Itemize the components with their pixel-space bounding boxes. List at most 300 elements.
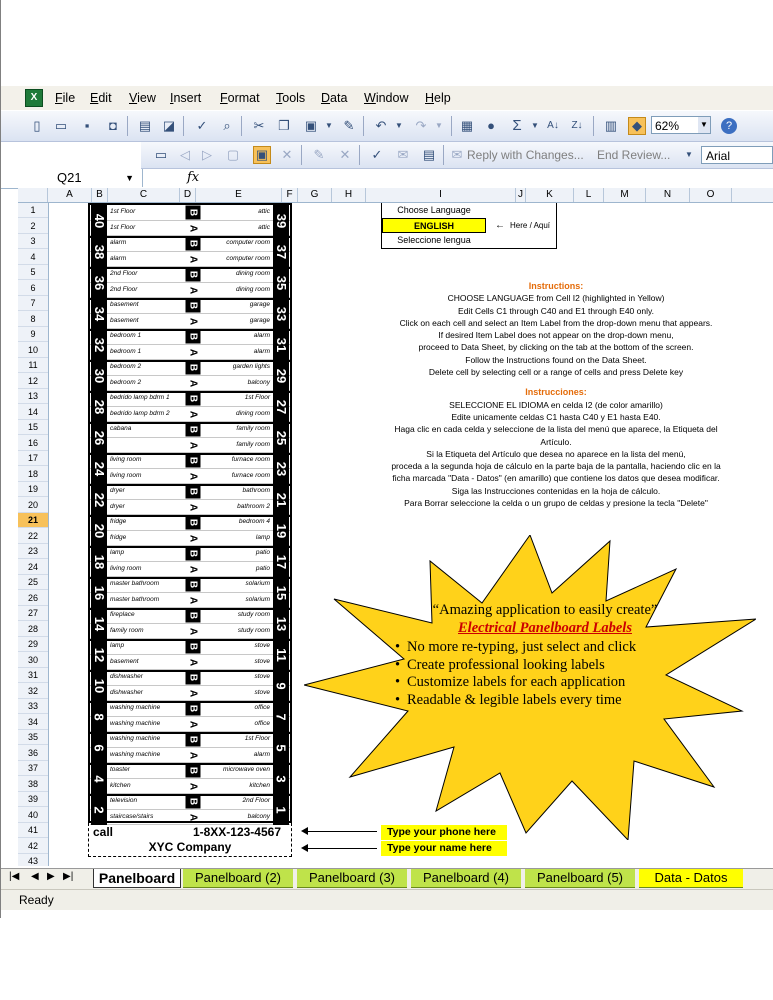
- column-header[interactable]: N: [646, 188, 690, 202]
- instruction-line-es: ficha marcada "Data - Datos" (en amarillo) que contiene los datos que desea modificar.: [392, 473, 720, 484]
- new-comment-icon[interactable]: ▭: [154, 147, 168, 162]
- promo-bullet: • No more re-typing, just select and click: [395, 639, 695, 657]
- column-header[interactable]: F: [282, 188, 298, 202]
- chevron-down-icon: ▼: [125, 173, 134, 183]
- circuit-label-right[interactable]: furnace room: [231, 471, 270, 479]
- panel-row: [90, 469, 290, 485]
- circuit-label-left[interactable]: master bathroom: [110, 595, 160, 603]
- column-header[interactable]: C: [108, 188, 180, 202]
- last-sheet-icon[interactable]: ▶|: [63, 871, 74, 882]
- circuit-number-left: [91, 329, 107, 360]
- circuit-label-left[interactable]: bedrido lamp bdrm 2: [110, 409, 170, 417]
- row-header[interactable]: 9: [18, 327, 48, 342]
- menu-data[interactable]: Data: [321, 91, 348, 105]
- circuit-label-right[interactable]: 1st Floor: [244, 735, 270, 742]
- undo-dropdown-icon[interactable]: ▼: [395, 121, 403, 130]
- circuit-label-left[interactable]: basement: [110, 657, 139, 665]
- language-select[interactable]: ENGLISH: [382, 218, 486, 233]
- tab-panelboard-2[interactable]: Panelboard (2): [183, 869, 293, 888]
- previous-comment-icon[interactable]: ◁: [180, 147, 190, 162]
- circuit-label-right[interactable]: attic: [258, 223, 270, 231]
- autosum-dropdown-icon[interactable]: ▼: [531, 121, 539, 130]
- panelboard-label-grid: [88, 203, 292, 823]
- row-header[interactable]: 43: [18, 854, 48, 869]
- panel-row: [90, 639, 290, 655]
- column-headers: [18, 188, 773, 203]
- column-header[interactable]: B: [92, 188, 108, 202]
- circuit-label-right[interactable]: patio: [255, 564, 270, 572]
- circuit-label-right[interactable]: microwave oven: [223, 766, 270, 773]
- circuit-label-left[interactable]: living room: [110, 564, 142, 572]
- track-changes-icon[interactable]: ✓: [371, 147, 383, 162]
- row-header[interactable]: 3: [18, 234, 48, 249]
- phase-letter: B: [186, 330, 201, 344]
- panelboard-footer: [88, 823, 292, 857]
- column-header[interactable]: M: [604, 188, 646, 202]
- row-header[interactable]: 32: [18, 684, 48, 699]
- circuit-label-right[interactable]: stove: [254, 657, 270, 665]
- circuit-label-left[interactable]: dryer: [110, 487, 125, 494]
- circuit-label-left[interactable]: toaster: [110, 766, 130, 773]
- circuit-label-right[interactable]: office: [254, 704, 270, 711]
- drawing-icon[interactable]: ◆: [628, 117, 646, 135]
- open-folder-icon[interactable]: ▭: [54, 118, 68, 133]
- menu-window[interactable]: Window: [364, 91, 409, 105]
- circuit-number-left: [91, 236, 107, 267]
- print-icon[interactable]: ▤: [138, 118, 152, 133]
- circuit-label-left[interactable]: 2nd Floor: [110, 270, 138, 277]
- circuit-label-left[interactable]: dryer: [110, 502, 125, 510]
- tab-panelboard-3[interactable]: Panelboard (3): [297, 869, 407, 888]
- column-header[interactable]: L: [574, 188, 604, 202]
- standard-toolbar: [1, 111, 773, 142]
- circuit-label-right[interactable]: stove: [254, 688, 270, 696]
- menu-file[interactable]: File: [55, 91, 76, 105]
- circuit-label-right[interactable]: bathroom 2: [237, 502, 270, 510]
- save-icon[interactable]: ▪: [84, 118, 90, 133]
- delete-ink-icon[interactable]: ✕: [339, 147, 351, 162]
- panel-row: [90, 763, 290, 779]
- row-header[interactable]: 31: [18, 668, 48, 683]
- row-header[interactable]: 39: [18, 792, 48, 807]
- circuit-label-right[interactable]: bathroom: [242, 487, 270, 494]
- circuit-label-left[interactable]: alarm: [110, 254, 127, 262]
- menu-insert[interactable]: Insert: [170, 91, 202, 105]
- paste-dropdown-icon[interactable]: ▼: [325, 121, 333, 130]
- panel-row: [90, 686, 290, 702]
- research-icon[interactable]: ⌕: [223, 118, 231, 133]
- circuit-label-right[interactable]: computer room: [226, 239, 270, 246]
- circuit-number-text: 8: [91, 712, 107, 721]
- circuit-number-left: [91, 639, 107, 670]
- row-header[interactable]: 5: [18, 265, 48, 280]
- font-select[interactable]: [701, 146, 773, 164]
- circuit-label-right[interactable]: alarm: [253, 347, 270, 355]
- menu-format[interactable]: Format: [220, 91, 260, 105]
- row-header[interactable]: 11: [18, 358, 48, 373]
- circuit-label-right[interactable]: dining room: [236, 285, 270, 293]
- circuit-label-right[interactable]: attic: [258, 208, 270, 215]
- promo-product-name: Electrical Panelboard Labels: [458, 619, 632, 636]
- circuit-number-text: 5: [273, 743, 289, 752]
- circuit-label-left[interactable]: washing machine: [110, 735, 161, 742]
- circuit-number-text: 1: [273, 805, 289, 814]
- circuit-label-right[interactable]: computer room: [226, 254, 270, 262]
- circuit-label-left[interactable]: master bathroom: [110, 580, 160, 587]
- permission-icon[interactable]: ◘: [109, 118, 117, 133]
- circuit-number-text: 40: [92, 213, 107, 228]
- reply-with-changes-icon: ✉: [451, 147, 463, 162]
- row-header[interactable]: 37: [18, 761, 48, 776]
- circuit-label-right[interactable]: garage: [249, 301, 270, 308]
- zoom-select[interactable]: [651, 116, 711, 134]
- circuit-label-left[interactable]: lamp: [110, 642, 125, 649]
- sort-descending-icon[interactable]: Z↓: [571, 120, 583, 131]
- column-header[interactable]: K: [526, 188, 574, 202]
- circuit-number-text: 26: [92, 430, 107, 445]
- circuit-label-left[interactable]: alarm: [110, 239, 127, 246]
- circuit-number-text: 33: [274, 306, 289, 321]
- circuit-label-right[interactable]: balcony: [247, 812, 270, 820]
- row-header[interactable]: 22: [18, 529, 48, 544]
- row-header[interactable]: 10: [18, 343, 48, 358]
- circuit-label-right[interactable]: alarm: [253, 750, 270, 758]
- circuit-label-right[interactable]: solarium: [245, 595, 270, 603]
- circuit-label-right[interactable]: stove: [254, 673, 270, 680]
- next-sheet-icon[interactable]: ▶: [47, 871, 55, 882]
- row-header[interactable]: 1: [18, 203, 48, 218]
- hyperlink-icon[interactable]: ▦: [460, 118, 474, 133]
- circuit-label-right[interactable]: balcony: [247, 378, 270, 386]
- circuit-label-right[interactable]: family room: [236, 440, 270, 448]
- circuit-label-left[interactable]: 2nd Floor: [110, 285, 138, 293]
- circuit-number-right: [273, 670, 289, 701]
- circuit-number-text: 29: [274, 368, 289, 383]
- panel-row: [90, 422, 290, 438]
- circuit-label-left[interactable]: dishwasher: [110, 688, 143, 696]
- column-header[interactable]: A: [48, 188, 92, 202]
- arrow-left-icon: ←: [495, 220, 505, 231]
- row-header[interactable]: 26: [18, 591, 48, 606]
- undo-icon[interactable]: ↶: [375, 118, 387, 133]
- instructions-title-en: Instructions:: [528, 281, 584, 291]
- row-header[interactable]: 36: [18, 746, 48, 761]
- row-header[interactable]: 18: [18, 467, 48, 482]
- instruction-line-en: Delete cell by selecting cell or a range of cells and press Delete key: [428, 367, 684, 378]
- circuit-number-text: 23: [274, 461, 289, 476]
- row-header[interactable]: 8: [18, 312, 48, 327]
- panel-row: [90, 732, 290, 748]
- first-sheet-icon[interactable]: |◀: [9, 871, 20, 882]
- circuit-label-left[interactable]: washing machine: [110, 704, 161, 711]
- phone-number[interactable]: 1-8XX-123-4567: [192, 825, 281, 839]
- circuit-label-right[interactable]: alarm: [253, 332, 270, 339]
- circuit-label-left[interactable]: washing machine: [110, 750, 161, 758]
- phase-letter: B: [186, 299, 201, 313]
- column-header[interactable]: I: [366, 188, 516, 202]
- circuit-divider: [90, 794, 290, 796]
- circuit-label-left[interactable]: living room: [110, 471, 142, 479]
- reply-with-changes-button[interactable]: Reply with Changes...: [467, 148, 584, 162]
- tab-data-datos[interactable]: Data - Datos: [639, 869, 743, 888]
- circuit-divider: [90, 267, 290, 269]
- row-header[interactable]: 41: [18, 823, 48, 838]
- panel-row: [90, 205, 290, 221]
- send-to-mail-icon[interactable]: ✉: [397, 147, 409, 162]
- cut-icon[interactable]: ✂: [253, 118, 265, 133]
- panel-row: [90, 624, 290, 640]
- row-header[interactable]: 15: [18, 420, 48, 435]
- phase-letter: A: [187, 255, 199, 263]
- circuit-label-left[interactable]: bedroom 1: [110, 332, 142, 339]
- circuit-number-right: [273, 422, 289, 453]
- circuit-label-left[interactable]: washing machine: [110, 719, 161, 727]
- row-header[interactable]: 38: [18, 777, 48, 792]
- copy-icon[interactable]: ❐: [278, 118, 290, 133]
- circuit-label-right[interactable]: garden lights: [232, 363, 270, 370]
- seleccione-lengua-label: Seleccione lengua: [397, 235, 471, 245]
- circuit-label-left[interactable]: bedroom 2: [110, 363, 142, 370]
- row-header[interactable]: 14: [18, 405, 48, 420]
- circuit-label-left[interactable]: fridge: [110, 518, 127, 525]
- circuit-divider: [90, 670, 290, 672]
- circuit-label-right[interactable]: study room: [237, 611, 270, 618]
- toolbar-options-icon[interactable]: ▼: [685, 150, 693, 159]
- redo-dropdown-icon[interactable]: ▼: [435, 121, 443, 130]
- circuit-label-left[interactable]: bedroom 1: [110, 347, 142, 355]
- next-comment-icon[interactable]: ▷: [202, 147, 212, 162]
- column-header[interactable]: G: [298, 188, 332, 202]
- company-name[interactable]: XYC Company: [148, 840, 232, 854]
- instruction-line-en: CHOOSE LANGUAGE from Cell I2 (highlighted in Yellow): [447, 293, 665, 304]
- circuit-label-right[interactable]: office: [254, 719, 270, 727]
- row-header[interactable]: 33: [18, 699, 48, 714]
- row-header[interactable]: 19: [18, 482, 48, 497]
- print-preview-icon[interactable]: ◪: [162, 118, 176, 133]
- row-header[interactable]: 16: [18, 436, 48, 451]
- autosum-icon[interactable]: Σ: [512, 117, 522, 134]
- promo-bullets: [395, 639, 695, 709]
- circuit-label-right[interactable]: dining room: [236, 409, 270, 417]
- circuit-number-text: 9: [273, 681, 289, 690]
- row-headers: [18, 203, 49, 866]
- help-icon[interactable]: ?: [721, 118, 737, 134]
- circuit-label-left[interactable]: family room: [110, 626, 144, 634]
- circuit-label-right[interactable]: dining room: [236, 270, 270, 277]
- row-header[interactable]: 42: [18, 839, 48, 854]
- circuit-label-left[interactable]: basement: [110, 316, 139, 324]
- circuit-label-left[interactable]: fireplace: [110, 611, 135, 618]
- column-header[interactable]: E: [196, 188, 282, 202]
- circuit-label-right[interactable]: study room: [237, 626, 270, 634]
- phase-letter: A: [187, 286, 199, 294]
- circuit-number-right: [273, 639, 289, 670]
- ink-annotations-icon[interactable]: ✎: [313, 147, 325, 162]
- promo-bullet: • Create professional looking labels: [395, 657, 695, 675]
- format-painter-icon[interactable]: ✎: [343, 118, 355, 133]
- circuit-number-left: [91, 670, 107, 701]
- row-header[interactable]: 12: [18, 374, 48, 389]
- circuit-label-right[interactable]: solarium: [245, 580, 270, 587]
- row-header[interactable]: 25: [18, 575, 48, 590]
- row-header[interactable]: 21: [18, 513, 48, 528]
- circuit-label-left[interactable]: 1st Floor: [110, 208, 136, 215]
- row-header[interactable]: 28: [18, 622, 48, 637]
- circuit-divider: [90, 453, 290, 455]
- circuit-number-text: 19: [274, 523, 289, 538]
- select-all-corner[interactable]: [18, 188, 48, 202]
- circuit-number-left: [91, 267, 107, 298]
- redo-icon[interactable]: ↷: [415, 118, 427, 133]
- phase-letter: B: [186, 485, 201, 499]
- menu-bar: [1, 86, 773, 110]
- menu-tools[interactable]: Tools: [276, 91, 306, 105]
- prev-sheet-icon[interactable]: ◀: [31, 871, 39, 882]
- circuit-label-right[interactable]: furnace room: [231, 456, 270, 463]
- circuit-label-left[interactable]: bedroom 2: [110, 378, 142, 386]
- row-header[interactable]: 35: [18, 730, 48, 745]
- excel-app-icon[interactable]: X: [25, 89, 43, 107]
- circuit-label-right[interactable]: 2nd Floor: [242, 797, 270, 804]
- column-header[interactable]: D: [180, 188, 196, 202]
- promo-bullet: • Customize labels for each application: [395, 674, 695, 692]
- name-callout: Type your name here: [381, 841, 507, 856]
- circuit-label-left[interactable]: cabana: [110, 425, 132, 432]
- circuit-label-right[interactable]: 1st Floor: [244, 394, 270, 401]
- circuit-label-left[interactable]: bedrido lamp bdrm 1: [110, 394, 170, 401]
- circuit-number-text: 21: [274, 492, 289, 507]
- circuit-number-right: [273, 701, 289, 732]
- globe-icon[interactable]: ●: [487, 118, 495, 133]
- circuit-number-text: 15: [274, 585, 289, 600]
- circuit-label-left[interactable]: basement: [110, 301, 139, 308]
- circuit-number-right: [273, 577, 289, 608]
- chart-wizard-icon[interactable]: ▥: [604, 118, 618, 133]
- circuit-label-right[interactable]: kitchen: [249, 781, 270, 789]
- menu-edit[interactable]: Edit: [90, 91, 112, 105]
- row-header[interactable]: 4: [18, 250, 48, 265]
- row-header[interactable]: 29: [18, 637, 48, 652]
- circuit-label-left[interactable]: lamp: [110, 549, 125, 556]
- instruction-line-es: Haga clic en cada celda y seleccione de la lista del menú que aparece, la Etiqueta del: [394, 424, 718, 435]
- circuit-number-right: [273, 205, 289, 236]
- column-header[interactable]: H: [332, 188, 366, 202]
- circuit-label-right[interactable]: family room: [236, 425, 270, 432]
- circuit-number-right: [273, 267, 289, 298]
- circuit-divider: [90, 391, 290, 393]
- instructions-spacer: [361, 378, 751, 386]
- circuit-label-right[interactable]: bedroom 4: [238, 518, 270, 525]
- row-header[interactable]: 24: [18, 560, 48, 575]
- circuit-label-left[interactable]: 1st Floor: [110, 223, 136, 231]
- panel-row: [90, 453, 290, 469]
- circuit-label-left[interactable]: kitchen: [110, 781, 131, 789]
- name-box[interactable]: [19, 169, 143, 187]
- tab-panelboard-5[interactable]: Panelboard (5): [525, 869, 635, 888]
- panel-row: [90, 577, 290, 593]
- circuit-label-right[interactable]: patio: [255, 549, 270, 556]
- column-header[interactable]: J: [516, 188, 526, 202]
- row-header[interactable]: 40: [18, 808, 48, 823]
- panel-row: [90, 484, 290, 500]
- circuit-number-text: 14: [92, 616, 107, 631]
- column-header[interactable]: O: [690, 188, 732, 202]
- row-header[interactable]: 23: [18, 544, 48, 559]
- row-header[interactable]: 6: [18, 281, 48, 296]
- panel-row: [90, 500, 290, 516]
- circuit-number-left: [91, 205, 107, 236]
- row-header[interactable]: 2: [18, 219, 48, 234]
- spelling-icon[interactable]: ✓: [196, 118, 208, 133]
- panel-row: [90, 608, 290, 624]
- circuit-label-left[interactable]: living room: [110, 456, 142, 463]
- circuit-number-right: [273, 453, 289, 484]
- circuit-divider: [90, 298, 290, 300]
- circuit-label-left[interactable]: fridge: [110, 533, 127, 541]
- show-comment-icon[interactable]: ▢: [226, 147, 240, 162]
- phase-letter: A: [187, 813, 199, 821]
- row-header[interactable]: 7: [18, 296, 48, 311]
- row-header[interactable]: 20: [18, 498, 48, 513]
- call-label: call: [93, 825, 114, 839]
- row-header[interactable]: 27: [18, 606, 48, 621]
- insert-function-icon[interactable]: fx: [187, 170, 200, 185]
- new-document-icon[interactable]: ▯: [33, 118, 41, 133]
- tab-panelboard-4[interactable]: Panelboard (4): [411, 869, 521, 888]
- circuit-number-left: [91, 484, 107, 515]
- row-header[interactable]: 17: [18, 451, 48, 466]
- instruction-line-es: Si la Etiqueta del Artículo que desea no aparece en la lista del menú,: [426, 448, 686, 459]
- circuit-number-left: [91, 391, 107, 422]
- panel-row: [90, 283, 290, 299]
- circuit-number-text: 11: [274, 647, 289, 662]
- phase-letter: A: [187, 596, 199, 604]
- circuit-number-text: 17: [274, 554, 289, 569]
- instruction-line-es: Para Borrar seleccione la celda o un grupo de celdas y presione la tecla "Delete": [404, 498, 708, 509]
- circuit-number-left: [91, 763, 107, 794]
- sort-ascending-icon[interactable]: A↓: [547, 120, 559, 131]
- paste-icon[interactable]: ▣: [304, 118, 318, 133]
- row-header[interactable]: 13: [18, 389, 48, 404]
- delete-comment-icon[interactable]: ✕: [281, 147, 293, 162]
- end-review-button[interactable]: End Review...: [597, 148, 671, 162]
- show-all-comments-icon[interactable]: ▣: [253, 146, 271, 164]
- instructions-title-es: Instrucciones:: [525, 387, 587, 398]
- circuit-number-left: [91, 577, 107, 608]
- panel-row: [90, 515, 290, 531]
- phase-letter: B: [186, 733, 201, 747]
- circuit-label-right[interactable]: stove: [254, 642, 270, 649]
- circuit-label-left[interactable]: television: [110, 797, 138, 804]
- reviewing-toolbar: [141, 142, 773, 169]
- tab-panelboard[interactable]: Panelboard: [93, 869, 181, 888]
- phase-letter: B: [186, 392, 201, 406]
- toolbar-separator: [183, 116, 184, 136]
- toolbar-separator: [451, 116, 452, 136]
- circuit-label-right[interactable]: garage: [249, 316, 270, 324]
- menu-help[interactable]: Help: [425, 91, 451, 105]
- protect-sheet-icon[interactable]: ▤: [422, 147, 436, 162]
- font-value: Arial: [706, 149, 731, 163]
- circuit-label-left[interactable]: staircase/stairs: [110, 812, 154, 820]
- phase-letter: B: [186, 516, 201, 530]
- row-header[interactable]: 34: [18, 715, 48, 730]
- row-header[interactable]: 30: [18, 653, 48, 668]
- promo-text: [395, 602, 695, 709]
- menu-view[interactable]: View: [129, 91, 156, 105]
- circuit-label-left[interactable]: dishwasher: [110, 673, 143, 680]
- circuit-label-right[interactable]: lamp: [255, 533, 270, 541]
